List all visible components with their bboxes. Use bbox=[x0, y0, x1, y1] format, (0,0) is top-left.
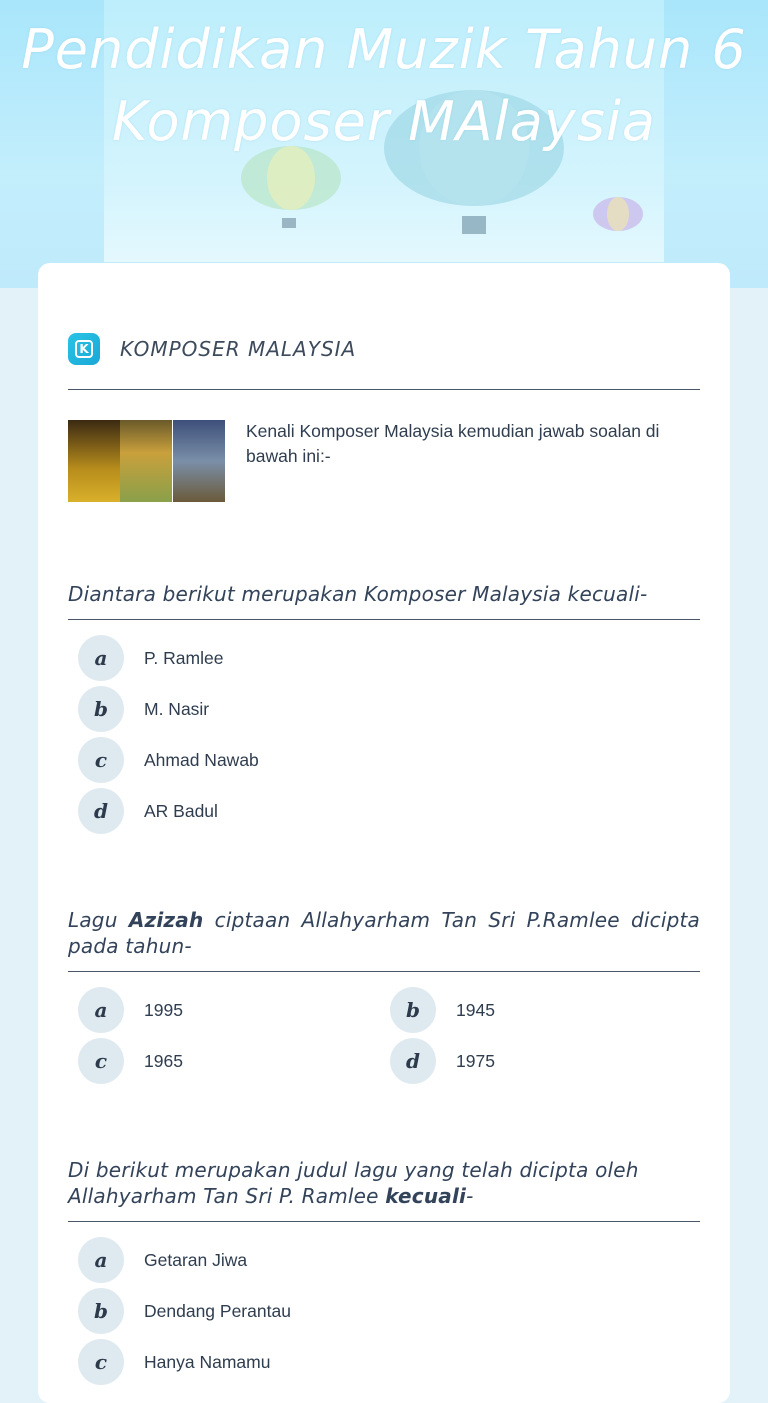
divider bbox=[68, 1221, 700, 1222]
title-text: ciptaan Allahyarham Tan Sri P.Ramlee dicipta pada tahun- bbox=[68, 908, 700, 958]
option-letter: a bbox=[78, 987, 124, 1033]
quiz-header bbox=[68, 331, 700, 367]
option-letter: c bbox=[78, 1339, 124, 1385]
quiz-card bbox=[38, 263, 730, 1403]
intro-text: Kenali Komposer Malaysia kemudian jawab soalan di bawah ini:- bbox=[246, 421, 660, 466]
page-title: Pendidikan Muzik Tahun 6 Komposer MAlaysia bbox=[21, 18, 747, 153]
title-bold-text: Azizah bbox=[128, 908, 204, 932]
divider bbox=[68, 971, 700, 972]
option-text: P. Ramlee bbox=[144, 648, 224, 668]
divider bbox=[68, 389, 700, 390]
option-letter: b bbox=[78, 1288, 124, 1334]
option-letter: b bbox=[390, 987, 436, 1033]
option-text: 1945 bbox=[456, 1000, 495, 1020]
album-cover-1 bbox=[68, 420, 120, 502]
option-letter: a bbox=[78, 635, 124, 681]
question-1-title: Diantara berikut merupakan Komposer Malaysia kecuali- bbox=[68, 582, 648, 606]
question-2-option-c[interactable] bbox=[68, 1038, 368, 1084]
option-letter: d bbox=[390, 1038, 436, 1084]
option-text: Getaran Jiwa bbox=[144, 1250, 248, 1270]
album-covers-image bbox=[68, 420, 225, 502]
question-1-option-d[interactable] bbox=[68, 788, 700, 834]
question-3-title bbox=[68, 1157, 700, 1209]
k-logo-icon: K bbox=[68, 333, 100, 365]
option-text: Dendang Perantau bbox=[144, 1301, 291, 1321]
option-text: 1965 bbox=[144, 1051, 183, 1071]
option-letter: c bbox=[78, 737, 124, 783]
divider bbox=[68, 619, 700, 620]
title-text: - bbox=[466, 1184, 474, 1208]
title-text: Di berikut merupakan judul lagu yang telah dicipta oleh Allahyarham Tan Sri P. Ramlee bbox=[68, 1158, 639, 1208]
option-letter: a bbox=[78, 1237, 124, 1283]
title-text: Lagu bbox=[68, 908, 129, 932]
hot-air-balloon-left bbox=[236, 146, 346, 236]
option-letter: b bbox=[78, 686, 124, 732]
question-2-option-a[interactable] bbox=[68, 987, 368, 1033]
option-text: 1975 bbox=[456, 1051, 495, 1071]
option-letter: d bbox=[78, 788, 124, 834]
hero-banner bbox=[0, 0, 768, 288]
option-text: Ahmad Nawab bbox=[144, 750, 259, 770]
question-3-option-c[interactable] bbox=[68, 1339, 700, 1385]
question-3-option-b[interactable] bbox=[68, 1288, 700, 1334]
question-2-option-b[interactable] bbox=[380, 987, 680, 1033]
option-letter: c bbox=[78, 1038, 124, 1084]
option-text: M. Nasir bbox=[144, 699, 210, 719]
question-1-option-c[interactable] bbox=[68, 737, 700, 783]
hot-air-balloon-right bbox=[590, 196, 646, 242]
question-2-title bbox=[68, 907, 700, 959]
album-cover-2 bbox=[120, 420, 172, 502]
option-text: AR Badul bbox=[144, 801, 218, 821]
question-3-option-a[interactable] bbox=[68, 1237, 700, 1283]
option-text: Hanya Namamu bbox=[144, 1352, 271, 1372]
title-bold-text: kecuali bbox=[385, 1184, 467, 1208]
option-text: 1995 bbox=[144, 1000, 183, 1020]
question-1-option-a[interactable] bbox=[68, 635, 700, 681]
question-2-option-d[interactable] bbox=[380, 1038, 680, 1084]
album-cover-3 bbox=[173, 420, 225, 502]
quiz-name: KOMPOSER MALAYSIA bbox=[120, 337, 357, 361]
question-1-option-b[interactable] bbox=[68, 686, 700, 732]
